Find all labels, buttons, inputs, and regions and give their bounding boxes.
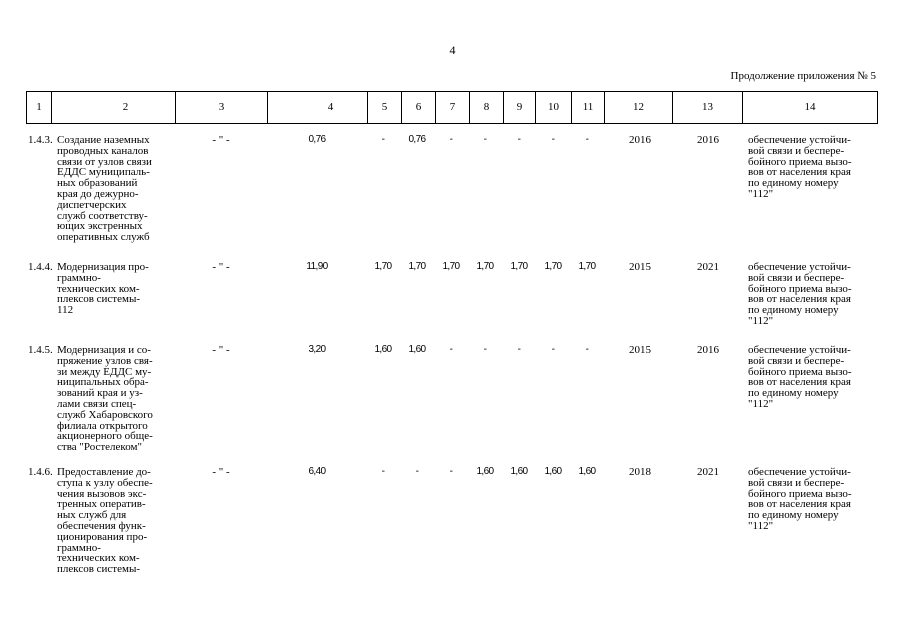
header-col-11: 11 xyxy=(571,92,604,123)
year-amount: - xyxy=(449,134,453,145)
header-col-9: 9 xyxy=(503,92,535,123)
row-number: 1.4.3. xyxy=(28,134,53,146)
start-year: 2015 xyxy=(629,261,651,273)
activity-name: Предоставление до- ступа к узлу обеспе- чения вызовов экс- тренных оператив- ных служб для обеспечения функ- ционирования про- граммно- технических ком- плексов системы- xyxy=(57,466,153,576)
table-header xyxy=(26,91,878,124)
year-amount: - xyxy=(585,134,589,145)
year-amount: 1,70 xyxy=(510,261,528,272)
year-amount: - xyxy=(483,134,487,145)
row-number: 1.4.4. xyxy=(28,261,53,273)
year-amount: 1,60 xyxy=(476,466,494,477)
year-amount: - xyxy=(415,466,419,477)
end-year: 2016 xyxy=(697,134,719,146)
total-amount: 11,90 xyxy=(306,261,328,272)
funding-source: - " - xyxy=(212,134,230,146)
expected-result: обеспечение устойчи- вой связи и беспере- бойного приема вызо- вов от населения края по единому номеру "112" xyxy=(748,134,852,200)
year-amount: 1,70 xyxy=(442,261,460,272)
expected-result: обеспечение устойчи- вой связи и беспере- бойного приема вызо- вов от населения края по единому номеру "112" xyxy=(748,466,852,532)
start-year: 2016 xyxy=(629,134,651,146)
year-amount: 1,60 xyxy=(408,344,426,355)
year-amount: 1,70 xyxy=(544,261,562,272)
activity-name: Модернизация про- граммно- технических ком- плексов системы- 112 xyxy=(57,261,149,317)
year-amount: - xyxy=(551,134,555,145)
end-year: 2021 xyxy=(697,261,719,273)
year-amount: - xyxy=(381,466,385,477)
year-amount: - xyxy=(551,344,555,355)
header-col-13: 13 xyxy=(672,92,742,123)
total-amount: 3,20 xyxy=(308,344,326,355)
year-amount: 1,70 xyxy=(476,261,494,272)
row-number: 1.4.5. xyxy=(28,344,53,356)
expected-result: обеспечение устойчи- вой связи и беспере- бойного приема вызо- вов от населения края по единому номеру "112" xyxy=(748,344,852,410)
header-col-12: 12 xyxy=(604,92,672,123)
continuation-caption: Продолжение приложения № 5 xyxy=(730,70,876,82)
year-amount: 1,70 xyxy=(408,261,426,272)
header-col-7: 7 xyxy=(435,92,469,123)
year-amount: - xyxy=(449,466,453,477)
expected-result: обеспечение устойчи- вой связи и беспере- бойного приема вызо- вов от населения края по единому номеру "112" xyxy=(748,261,852,327)
year-amount: 0,76 xyxy=(408,134,426,145)
row-number: 1.4.6. xyxy=(28,466,53,478)
funding-source: - " - xyxy=(212,466,230,478)
year-amount: 1,70 xyxy=(578,261,596,272)
year-amount: - xyxy=(449,344,453,355)
year-amount: 1,60 xyxy=(578,466,596,477)
end-year: 2021 xyxy=(697,466,719,478)
header-col-2: 2 xyxy=(51,92,199,123)
header-col-4: 4 xyxy=(267,92,393,123)
header-col-3: 3 xyxy=(175,92,267,123)
year-amount: 1,70 xyxy=(374,261,392,272)
end-year: 2016 xyxy=(697,344,719,356)
year-amount: - xyxy=(585,344,589,355)
header-col-1: 1 xyxy=(36,101,42,113)
header-col-8: 8 xyxy=(469,92,503,123)
year-amount: - xyxy=(517,134,521,145)
year-amount: - xyxy=(517,344,521,355)
year-amount: - xyxy=(381,134,385,145)
activity-name: Модернизация и со- пряжение узлов свя- зи между ЕДДС му- ниципальных обра- зований края и уз- лами связи спец- служб Хабаровского филиала открытого акционерного обще- ства "Ростелеком" xyxy=(57,344,153,454)
start-year: 2015 xyxy=(629,344,651,356)
total-amount: 0,76 xyxy=(308,134,326,145)
start-year: 2018 xyxy=(629,466,651,478)
year-amount: 1,60 xyxy=(544,466,562,477)
year-amount: 1,60 xyxy=(510,466,528,477)
funding-source: - " - xyxy=(212,261,230,273)
activity-name: Создание наземных проводных каналов связи от узлов связи ЕДДС муниципаль- ных образований края до дежурно- диспетчерских служб соответству- ющих экстренных оперативных служб xyxy=(57,134,152,244)
header-col-6: 6 xyxy=(401,92,435,123)
funding-source: - " - xyxy=(212,344,230,356)
header-col-10: 10 xyxy=(535,92,571,123)
header-col-14: 14 xyxy=(742,92,877,123)
year-amount: - xyxy=(483,344,487,355)
year-amount: 1,60 xyxy=(374,344,392,355)
header-col-5: 5 xyxy=(367,92,401,123)
total-amount: 6,40 xyxy=(308,466,326,477)
page-number: 4 xyxy=(449,43,456,57)
